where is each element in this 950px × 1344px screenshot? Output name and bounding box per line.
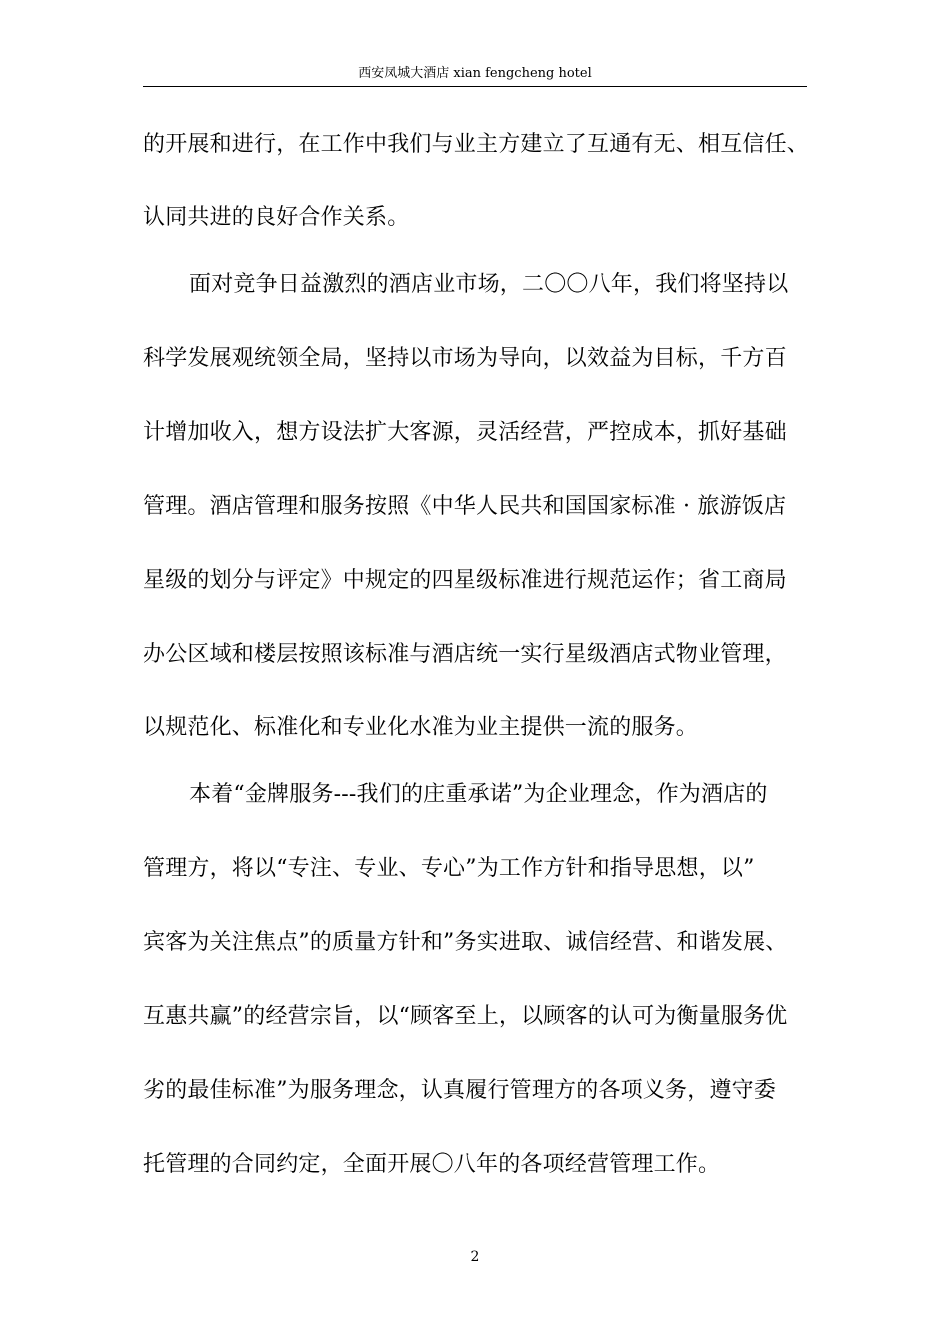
- paragraph-line: 的开展和进行，在工作中我们与业主方建立了互通有无、相互信任、: [143, 132, 810, 157]
- paragraph-line: 星级的划分与评定》中规定的四星级标准进行规范运作；省工商局: [143, 568, 787, 593]
- paragraph-line: 认同共进的良好合作关系。: [143, 205, 410, 230]
- paragraph-line: 劣的最佳标准”为服务理念，认真履行管理方的各项义务，遵守委: [143, 1078, 777, 1103]
- paragraph-line: 托管理的合同约定，全面开展〇八年的各项经营管理工作。: [143, 1152, 721, 1177]
- paragraph-line: 互惠共赢”的经营宗旨，以“顾客至上，以顾客的认可为衡量服务优: [143, 1004, 788, 1029]
- paragraph-line: 宾客为关注焦点”的质量方针和”务实进取、诚信经营、和谐发展、: [143, 930, 788, 955]
- page-number: 2: [470, 1249, 480, 1265]
- paragraph-line: 办公区域和楼层按照该标准与酒店统一实行星级酒店式物业管理，: [143, 642, 787, 667]
- paragraph-line: 面对竞争日益激烈的酒店业市场，二〇〇八年，我们将坚持以: [189, 272, 789, 297]
- paragraph-line: 科学发展观统领全局，坚持以市场为导向，以效益为目标，千方百: [143, 346, 787, 371]
- paragraph-line: 管理。酒店管理和服务按照《中华人民共和国国家标准 · 旅游饭店: [143, 494, 787, 519]
- paragraph-line: 管理方，将以“专注、专业、专心”为工作方针和指导思想，以”: [143, 856, 755, 881]
- page-header: 西安凤城大酒店 xian fengcheng hotel: [143, 64, 807, 87]
- paragraph-line: 以规范化、标准化和专业化水准为业主提供一流的服务。: [143, 715, 699, 740]
- paragraph-line: 本着“金牌服务---我们的庄重承诺”为企业理念，作为酒店的: [189, 782, 768, 807]
- paragraph-line: 计增加收入，想方设法扩大客源，灵活经营，严控成本，抓好基础: [143, 420, 787, 445]
